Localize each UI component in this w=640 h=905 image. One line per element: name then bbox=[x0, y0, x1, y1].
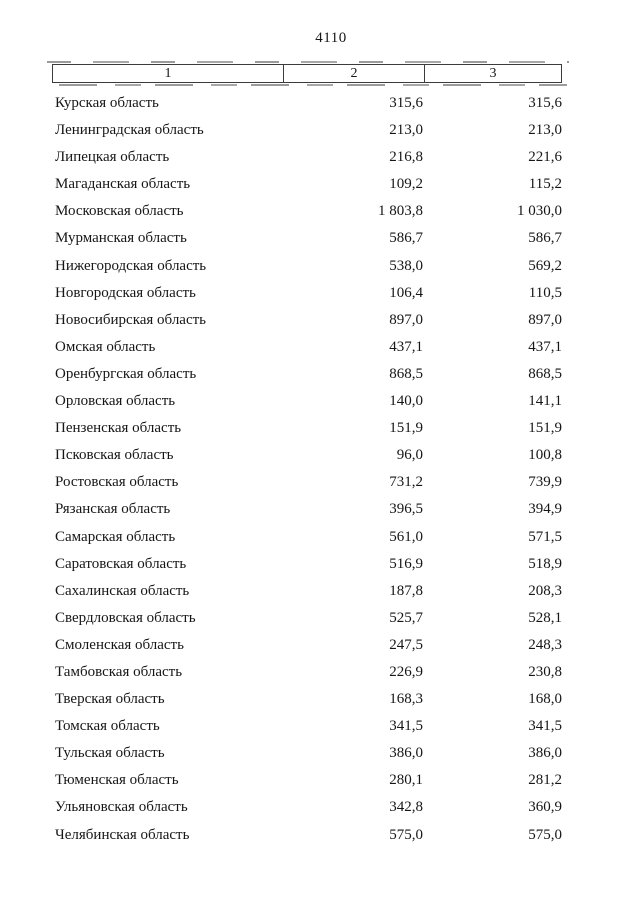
region-name: Пензенская область bbox=[55, 420, 182, 437]
table-row bbox=[0, 442, 640, 469]
table-row bbox=[0, 767, 640, 794]
value-column-2: 586,7 bbox=[389, 230, 423, 247]
region-name: Ульяновская область bbox=[55, 799, 188, 816]
value-column-3: 115,2 bbox=[528, 176, 562, 193]
table-row bbox=[0, 659, 640, 686]
column-header-1: 1 bbox=[53, 65, 284, 82]
table-row bbox=[0, 90, 640, 117]
region-name: Ростовская область bbox=[55, 474, 179, 491]
value-column-3: 528,1 bbox=[528, 609, 562, 626]
table-row bbox=[0, 551, 640, 578]
value-column-3: 100,8 bbox=[528, 447, 562, 464]
value-column-3: 518,9 bbox=[528, 555, 562, 572]
value-column-3: 341,5 bbox=[528, 718, 562, 735]
value-column-2: 561,0 bbox=[389, 528, 423, 545]
table-row bbox=[0, 307, 640, 334]
region-name: Тамбовская область bbox=[55, 663, 183, 680]
value-column-2: 342,8 bbox=[389, 799, 423, 816]
value-column-3: 360,9 bbox=[528, 799, 562, 816]
table-row bbox=[0, 361, 640, 388]
value-column-2: 1 803,8 bbox=[378, 203, 423, 220]
table-row bbox=[0, 225, 640, 252]
value-column-2: 386,0 bbox=[389, 745, 423, 762]
region-name: Рязанская область bbox=[55, 501, 171, 518]
region-name: Смоленская область bbox=[55, 636, 184, 653]
value-column-3: 110,5 bbox=[528, 284, 562, 301]
value-column-2: 868,5 bbox=[389, 365, 423, 382]
column-header-3: 3 bbox=[489, 66, 497, 81]
table-row bbox=[0, 578, 640, 605]
value-column-3: 1 030,0 bbox=[517, 203, 562, 220]
region-name: Тульская область bbox=[55, 745, 165, 762]
value-column-2: 213,0 bbox=[389, 122, 423, 139]
region-name: Оренбургская область bbox=[55, 365, 197, 382]
region-name: Саратовская область bbox=[55, 555, 187, 572]
table-row bbox=[0, 198, 640, 225]
value-column-3: 575,0 bbox=[528, 826, 562, 843]
region-name: Челябинская область bbox=[55, 826, 190, 843]
value-column-3: 897,0 bbox=[528, 311, 562, 328]
value-column-2: 168,3 bbox=[389, 691, 423, 708]
value-column-3: 315,6 bbox=[528, 95, 562, 111]
value-column-3: 569,2 bbox=[528, 257, 562, 274]
table-row bbox=[0, 253, 640, 280]
region-name: Мурманская область bbox=[55, 230, 187, 247]
region-name: Томская область bbox=[55, 718, 160, 735]
value-column-3: 868,5 bbox=[528, 365, 562, 382]
region-name: Новгородская область bbox=[55, 284, 196, 301]
table-row bbox=[0, 388, 640, 415]
table-row bbox=[0, 740, 640, 767]
table-row bbox=[0, 117, 640, 144]
region-name: Новосибирская область bbox=[55, 311, 207, 328]
value-column-2: 187,8 bbox=[389, 582, 423, 599]
value-column-2: 140,0 bbox=[389, 393, 423, 410]
region-name: Московская область bbox=[55, 203, 184, 220]
table-row bbox=[0, 171, 640, 198]
column-header-2: 2 bbox=[284, 65, 425, 82]
region-name: Сахалинская область bbox=[55, 582, 190, 599]
region-name: Орловская область bbox=[55, 393, 176, 410]
value-column-2: 96,0 bbox=[396, 447, 423, 464]
region-name: Псковская область bbox=[55, 447, 174, 464]
value-column-3: 208,3 bbox=[528, 582, 562, 599]
value-column-3: 739,9 bbox=[528, 474, 562, 491]
table-row bbox=[0, 794, 640, 821]
value-column-3: 213,0 bbox=[528, 122, 562, 139]
value-column-2: 525,7 bbox=[389, 609, 423, 626]
value-column-2: 315,6 bbox=[389, 95, 423, 111]
value-column-3: 168,0 bbox=[528, 691, 562, 708]
value-column-2: 216,8 bbox=[389, 149, 423, 166]
value-column-3: 281,2 bbox=[528, 772, 562, 789]
value-column-2: 151,9 bbox=[389, 420, 423, 437]
region-name: Самарская область bbox=[55, 528, 176, 545]
region-name: Ленинградская область bbox=[55, 122, 204, 139]
table-row bbox=[0, 415, 640, 442]
value-column-2: 437,1 bbox=[389, 338, 423, 355]
region-name: Курская область bbox=[55, 95, 159, 111]
table-row bbox=[0, 822, 640, 849]
table-row bbox=[0, 280, 640, 307]
value-column-2: 109,2 bbox=[389, 176, 423, 193]
table-row bbox=[0, 605, 640, 632]
region-name: Нижегородская область bbox=[55, 257, 207, 274]
value-column-2: 538,0 bbox=[389, 257, 423, 274]
value-column-2: 341,5 bbox=[389, 718, 423, 735]
value-column-2: 575,0 bbox=[389, 826, 423, 843]
page-number: 4110 bbox=[315, 30, 347, 46]
value-column-3: 437,1 bbox=[528, 338, 562, 355]
value-column-2: 280,1 bbox=[389, 772, 423, 789]
table-row bbox=[0, 713, 640, 740]
region-name: Тюменская область bbox=[55, 772, 179, 789]
region-name: Магаданская область bbox=[55, 176, 191, 193]
region-name: Липецкая область bbox=[55, 149, 170, 166]
value-column-2: 897,0 bbox=[389, 311, 423, 328]
region-name: Свердловская область bbox=[55, 609, 196, 626]
value-column-3: 230,8 bbox=[528, 663, 562, 680]
table-row bbox=[0, 632, 640, 659]
table-row bbox=[0, 334, 640, 361]
value-column-2: 516,9 bbox=[389, 555, 423, 572]
value-column-3: 141,1 bbox=[528, 393, 562, 410]
value-column-3: 394,9 bbox=[528, 501, 562, 518]
region-name: Тверская область bbox=[55, 691, 165, 708]
value-column-3: 248,3 bbox=[528, 636, 562, 653]
value-column-3: 151,9 bbox=[528, 420, 562, 437]
table-row bbox=[0, 686, 640, 713]
value-column-3: 571,5 bbox=[528, 528, 562, 545]
table-row bbox=[0, 524, 640, 551]
value-column-2: 106,4 bbox=[389, 284, 423, 301]
value-column-2: 396,5 bbox=[389, 501, 423, 518]
table-row bbox=[0, 144, 640, 171]
table-body bbox=[0, 90, 640, 849]
value-column-3: 586,7 bbox=[528, 230, 562, 247]
table-header-row bbox=[52, 64, 562, 83]
value-column-3: 221,6 bbox=[528, 149, 562, 166]
region-name: Омская область bbox=[55, 338, 156, 355]
table-row bbox=[0, 469, 640, 496]
value-column-3: 386,0 bbox=[528, 745, 562, 762]
value-column-2: 247,5 bbox=[389, 636, 423, 653]
table-row bbox=[0, 496, 640, 523]
value-column-2: 226,9 bbox=[389, 663, 423, 680]
value-column-2: 731,2 bbox=[389, 474, 423, 491]
